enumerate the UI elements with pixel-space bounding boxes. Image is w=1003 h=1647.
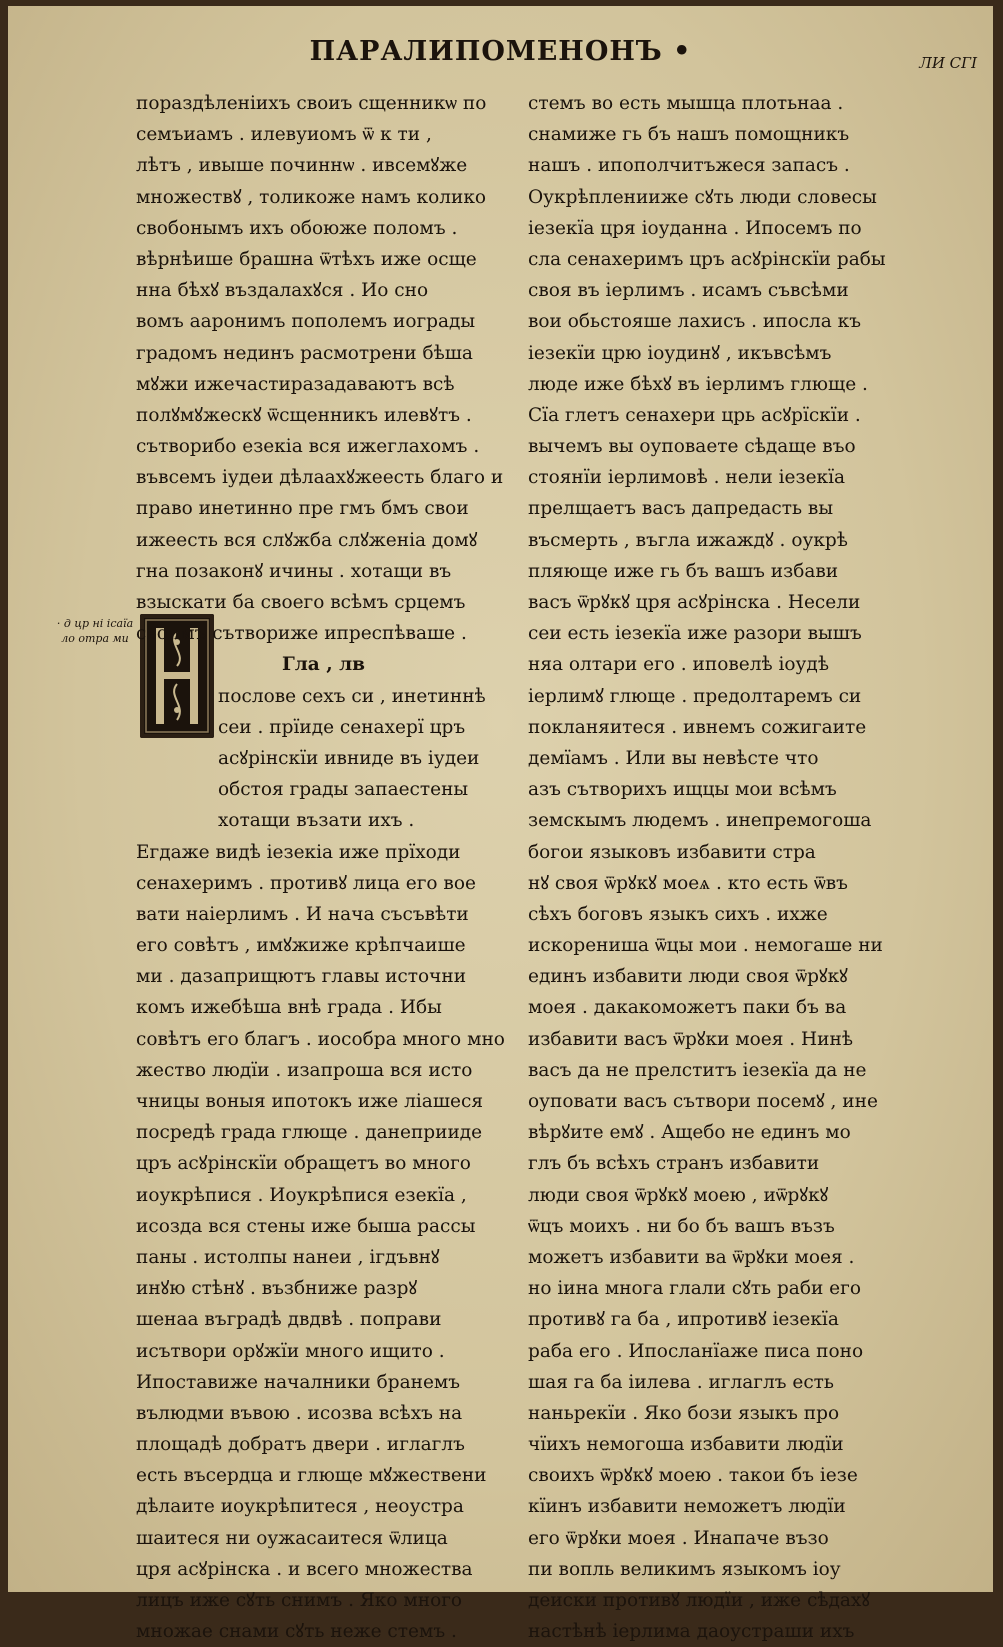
text-line: лицъ иже сꙋть снимъ . Яко много [136, 1590, 463, 1611]
text-line: паны . истолпы нанеи , ігдъвнꙋ [136, 1246, 440, 1268]
text-line: его ѿрꙋки моея . Инапаче възо [528, 1527, 829, 1549]
text-line: своимъ сътворижe ипреспѣваше . [136, 623, 467, 645]
text-line: нашъ . ипополчитъжеся запасъ . [528, 155, 850, 177]
text-line: васъ ѿрꙋкꙋ цря асꙋрінска . Несели [528, 592, 861, 613]
text-line: но іина многа глали сꙋть раби его [528, 1278, 861, 1300]
text-line: взыскати ба своего всѣмъ срцемъ [136, 592, 466, 613]
text-line: вати наіерлимъ . И нача съсъвѣти [136, 903, 469, 925]
text-line: сѣхъ боговъ языкъ сихъ . ихже [528, 903, 828, 925]
left-text-column [136, 88, 511, 1647]
folio-number: ЛИ СГІ [919, 54, 977, 72]
text-line: посредѣ града глюще . данеприиде [136, 1122, 483, 1144]
text-line: земскымъ людемъ . инепремогоша [528, 810, 872, 832]
right-text-column [528, 88, 948, 1647]
text-line: няа олтари его . иповелѣ іоудѣ [528, 654, 829, 676]
text-line: исътвори орꙋжїи много ищито . [136, 1340, 445, 1362]
text-line: въсмерть , въгла ижаждꙋ . оукрѣ [528, 529, 848, 551]
text-line: своя въ іерлимъ . исамъ съвсѣми [528, 280, 849, 302]
text-line: дѣлаите иоукрѣпитеся , неоустра [136, 1496, 464, 1518]
running-header: ПАРАЛИПОМЕНОНЪ • [309, 36, 692, 67]
text-line: стемъ во есть мышца плотьнаа . [528, 93, 844, 114]
text-line: асꙋрінскїи ивниде въ іудеи [218, 747, 480, 769]
text-line: комъ ижебѣша внѣ града . Ибы [136, 997, 442, 1019]
text-line: жество людїи . изапроша вся исто [136, 1059, 473, 1081]
text-line: вълюдми въвою . исозва всѣхъ на [136, 1402, 463, 1424]
text-line: множествꙋ , толикоже намъ колико [136, 186, 487, 208]
text-line: шая га ба іилева . иглаглъ есть [528, 1371, 834, 1393]
text-line: противꙋ га ба , ипротивꙋ іезекїа [528, 1309, 839, 1331]
text-line: лѣтъ , ивыше починнѡ . ивсемꙋже [136, 155, 468, 177]
text-line: іезекїа цря іоуданна . Ипосемъ по [528, 217, 862, 239]
text-line: послове сехъ си , инетиннѣ [218, 685, 486, 707]
text-line: ижеесть вся слꙋжба слꙋженіа домꙋ [136, 529, 478, 551]
text-line: обстоя грады запаестены [218, 779, 469, 801]
text-line: нна бѣхꙋ въздалахꙋся . Ио сно [136, 280, 429, 302]
text-line: въвсемъ іудеи дѣлаахꙋжеесть благо и [136, 467, 504, 489]
text-line: семъиамъ . илевуиомъ ѿ к ти , [136, 124, 432, 146]
text-line: вои обьстояше лахисъ . ипосла къ [528, 311, 862, 333]
text-line: градомъ нединъ расмотрени бѣша [136, 342, 473, 364]
text-line: раба его . Ипосланїаже писа поно [528, 1340, 864, 1362]
text-line: Гла , лв [281, 654, 366, 676]
text-line: искорениша ѿцы мои . немогаше ни [528, 935, 883, 957]
text-line: кїинъ избавити неможетъ людїи [528, 1496, 846, 1518]
text-line: пораздѣленіихъ своиъ сщенникѡ по [136, 93, 487, 114]
text-line: вѣрнѣише брашна ѿтѣхъ иже осще [136, 248, 477, 270]
text-line: ми . дазаприщютъ главы источни [136, 966, 467, 988]
text-line: своихъ ѿрꙋкꙋ моею . такои бъ іезе [528, 1465, 858, 1487]
text-line: чїихъ немогоша избавити людїи [528, 1434, 844, 1456]
text-line: вѣрꙋите емꙋ . Ащебо не единъ мо [528, 1122, 851, 1144]
text-line: вомъ ааронимъ пополемъ иограды [136, 311, 476, 333]
text-line: покланяитеся . ивнемъ сожигаите [528, 716, 867, 738]
text-line: исозда вся стены иже быша рассы [136, 1215, 476, 1237]
text-line: сеи . прїиде сенахерї цръ [218, 716, 466, 738]
text-line: моея . дакакоможетъ паки бъ ва [528, 997, 847, 1019]
text-line: хотащи възати ихъ . [218, 810, 415, 832]
text-line: люде иже бѣхꙋ въ іерлимъ глюще . [528, 373, 868, 395]
text-line: его совѣтъ , имꙋжиже крѣпчаише [136, 935, 466, 957]
text-line: настѣнѣ іерлима даоустраши ихъ [528, 1621, 855, 1643]
text-line: право инетинно пре гмъ бмъ свои [136, 498, 469, 520]
text-line: глъ бъ всѣхъ странъ избавити [528, 1153, 820, 1175]
text-line: люди своя ѿрꙋкꙋ моею , иѿрꙋкꙋ [528, 1184, 829, 1206]
text-line: инꙋю стѣнꙋ . възбниже разрꙋ [136, 1278, 418, 1300]
text-line: стоянїи іерлимовѣ . нели іезекїа [528, 467, 846, 489]
text-line: гна позаконꙋ ичины . хотащи въ [136, 560, 452, 582]
margin-note: · д цр ні ісаїа ло отра ми [56, 617, 134, 645]
text-line: сенахеримъ . противꙋ лица его вое [136, 872, 476, 894]
text-line: вычемъ вы оуповаете сѣдаще въо [528, 436, 856, 458]
text-line: богои языковъ избавити стра [528, 841, 816, 863]
text-line: іезекїи црю іоудинꙋ , икъвсѣмъ [528, 342, 832, 364]
text-line: шенаа въградѣ двдвѣ . поправи [136, 1309, 442, 1331]
text-line: есть въсердца и глюще мꙋжествени [136, 1465, 487, 1487]
text-line: васъ да не прелститъ іезекїа да не [528, 1059, 867, 1081]
text-line: снамиже гь бъ нашъ помощникъ [528, 124, 850, 146]
text-line: наньрекїи . Яко бози языкъ про [528, 1402, 840, 1424]
text-line: сеи есть іезекїа иже разори вышъ [528, 623, 862, 645]
text-line: прелщаетъ васъ дапредасть вы [528, 498, 834, 520]
text-line: совѣтъ его благъ . иособра много мно [136, 1028, 505, 1050]
text-line: цря асꙋрінска . и всего множества [136, 1558, 473, 1580]
text-line: свобонымъ ихъ обоюже поломъ . [136, 217, 458, 239]
text-line: площадѣ добратъ двери . иглаглъ [136, 1434, 465, 1456]
text-line: демїамъ . Или вы невѣсте что [528, 747, 819, 769]
text-line: сла сенахеримъ цръ асꙋрінскїи рабы [528, 248, 886, 270]
text-line: сътворибо езекіа вся ижеглахомъ . [136, 436, 480, 458]
text-line: полꙋмꙋжескꙋ ѿсщенникъ илевꙋтъ . [136, 404, 472, 426]
text-line: Оукрѣпленииже сꙋть люди словесы [528, 186, 877, 208]
text-line: единъ избавити люди своя ѿрꙋкꙋ [528, 966, 848, 988]
text-line: деиски противꙋ людїи , иже сѣдахꙋ [528, 1590, 871, 1611]
text-line: Егдаже видѣ іезекіа иже прїходи [136, 841, 461, 863]
text-line: можетъ избавити ва ѿрꙋки моея . [528, 1246, 855, 1268]
text-line: оуповати васъ сътвори посемꙋ , ине [528, 1091, 878, 1112]
text-line: ѿцъ моихъ . ни бо бъ вашъ възъ [528, 1215, 835, 1237]
text-line: пляюще иже гь бъ вашъ избави [528, 560, 839, 582]
text-line: азъ сътворихъ ищцы мои всѣмъ [528, 779, 837, 801]
text-line: избавити васъ ѿрꙋки моея . Нинѣ [528, 1028, 853, 1050]
text-line: цръ асꙋрінскїи обращетъ во много [136, 1153, 471, 1175]
text-line: чницы воныя ипотокъ иже ліашеся [136, 1091, 483, 1112]
text-line: иоукрѣпися . Иоукрѣпися езекїа , [136, 1184, 467, 1206]
text-line: іерлимꙋ глюще . предолтаремъ си [528, 685, 862, 707]
book-page [8, 6, 993, 1643]
text-line: пи вопль великимъ языкомъ іоу [528, 1558, 841, 1580]
text-line: Сїа глетъ сенахери црь асꙋрїскїи . [528, 404, 861, 426]
text-line: мꙋжи ижечастиразадаваютъ всѣ [136, 373, 455, 395]
text-line: множае снами сꙋть неже стемъ . [136, 1621, 457, 1643]
text-line: Ипоставиже началники бранемъ [136, 1371, 461, 1393]
text-line: нꙋ своя ѿрꙋкꙋ моеѧ . кто есть ѿвъ [528, 872, 848, 894]
text-line: шаитеся ни оужасаитеся ѿлица [136, 1527, 448, 1549]
